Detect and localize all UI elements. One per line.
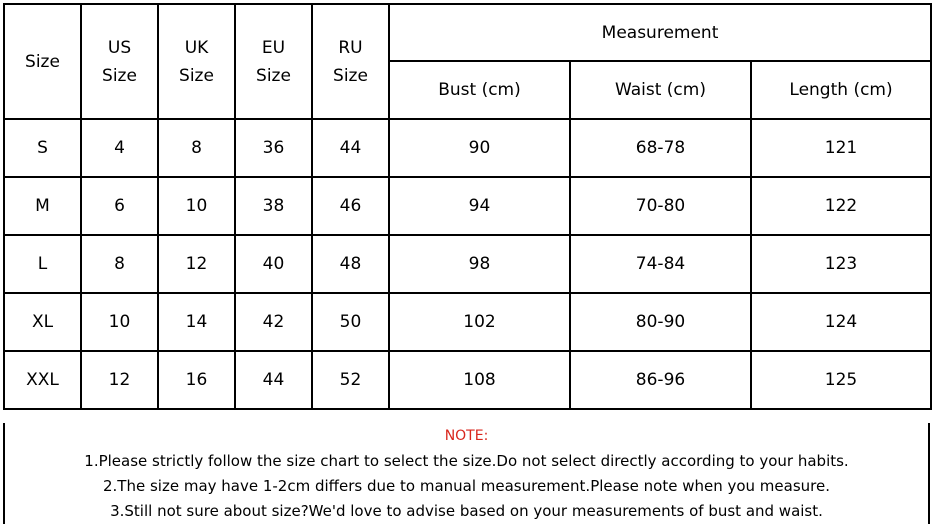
note-title: NOTE: — [444, 428, 489, 444]
eu-size-header — [235, 4, 312, 119]
waist-cell: 86-96 — [570, 351, 751, 409]
us-size-cell: 8 — [81, 235, 158, 293]
ru-size-header — [312, 4, 389, 119]
note-line: 1.Please strictly follow the size chart to select the size.Do not select directly according to your habits. — [84, 452, 849, 470]
uk-size-header — [158, 4, 235, 119]
us-header-line1: US — [107, 37, 132, 58]
eu-size-cell: 38 — [235, 177, 312, 235]
eu-size-cell: 36 — [235, 119, 312, 177]
eu-size-cell: 40 — [235, 235, 312, 293]
size-header: Size — [4, 4, 81, 119]
us-header-line2: Size — [102, 65, 137, 86]
size-cell: XL — [4, 293, 81, 351]
waist-cell: 70-80 — [570, 177, 751, 235]
length-header: Length (cm) — [751, 61, 931, 119]
us-size-cell: 12 — [81, 351, 158, 409]
length-cell: 124 — [751, 293, 931, 351]
eu-header-line1: EU — [261, 37, 286, 58]
size-cell: M — [4, 177, 81, 235]
eu-size-cell: 44 — [235, 351, 312, 409]
waist-cell: 74-84 — [570, 235, 751, 293]
bust-cell: 102 — [389, 293, 570, 351]
us-size-cell: 10 — [81, 293, 158, 351]
bust-cell: 98 — [389, 235, 570, 293]
bust-cell: 94 — [389, 177, 570, 235]
length-cell: 121 — [751, 119, 931, 177]
table-row — [4, 119, 931, 177]
uk-header-line1: UK — [184, 37, 209, 58]
eu-header-line2: Size — [256, 65, 291, 86]
note-line: 2.The size may have 1-2cm differs due to manual measurement.Please note when you measure. — [103, 477, 830, 495]
size-chart-table — [3, 3, 932, 410]
waist-cell: 80-90 — [570, 293, 751, 351]
ru-size-cell: 44 — [312, 119, 389, 177]
table-row — [4, 235, 931, 293]
length-cell: 122 — [751, 177, 931, 235]
ru-size-cell: 48 — [312, 235, 389, 293]
ru-header-line1: RU — [338, 37, 363, 58]
bust-cell: 108 — [389, 351, 570, 409]
ru-size-cell: 50 — [312, 293, 389, 351]
table-row — [4, 177, 931, 235]
uk-header-line2: Size — [179, 65, 214, 86]
size-cell: L — [4, 235, 81, 293]
length-cell: 123 — [751, 235, 931, 293]
uk-size-cell: 16 — [158, 351, 235, 409]
eu-size-cell: 42 — [235, 293, 312, 351]
length-cell: 125 — [751, 351, 931, 409]
notes-section — [3, 423, 930, 524]
waist-header: Waist (cm) — [570, 61, 751, 119]
table-row — [4, 351, 931, 409]
uk-size-cell: 10 — [158, 177, 235, 235]
uk-size-cell: 14 — [158, 293, 235, 351]
size-cell: XXL — [4, 351, 81, 409]
us-size-cell: 4 — [81, 119, 158, 177]
uk-size-cell: 12 — [158, 235, 235, 293]
uk-size-cell: 8 — [158, 119, 235, 177]
waist-cell: 68-78 — [570, 119, 751, 177]
table-row — [4, 293, 931, 351]
bust-header: Bust (cm) — [389, 61, 570, 119]
us-size-header — [81, 4, 158, 119]
note-line: 3.Still not sure about size?We'd love to advise based on your measurements of bust and waist. — [110, 502, 823, 520]
header-row-top — [4, 4, 931, 61]
ru-size-cell: 46 — [312, 177, 389, 235]
size-cell: S — [4, 119, 81, 177]
us-size-cell: 6 — [81, 177, 158, 235]
ru-size-cell: 52 — [312, 351, 389, 409]
measurement-header: Measurement — [389, 4, 931, 61]
bust-cell: 90 — [389, 119, 570, 177]
ru-header-line2: Size — [333, 65, 368, 86]
